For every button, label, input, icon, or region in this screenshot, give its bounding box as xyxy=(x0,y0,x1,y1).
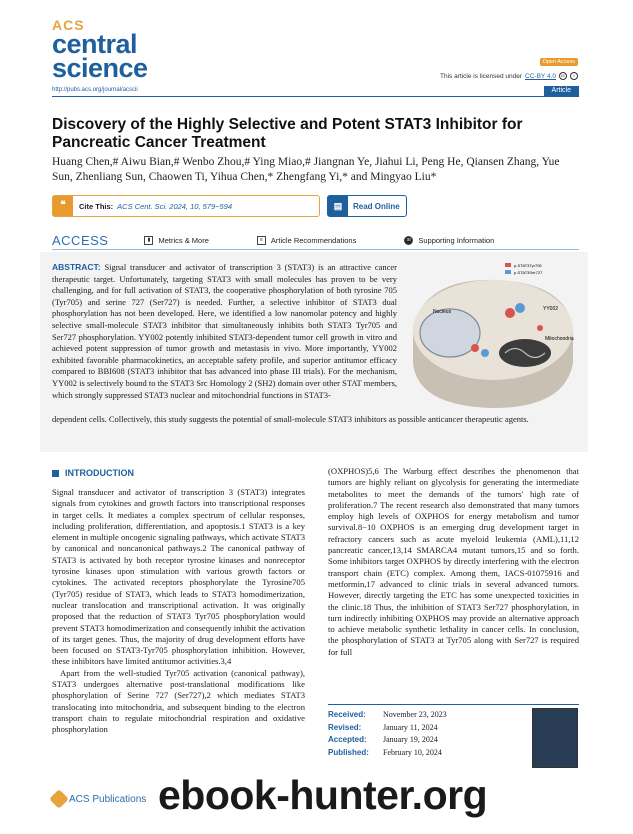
license-link[interactable]: CC-BY 4.0 xyxy=(525,72,556,80)
protein-dot-1 xyxy=(505,308,515,318)
metrics-label: Metrics & More xyxy=(158,236,209,245)
left-column xyxy=(52,487,305,736)
license-text: This article is licensed under xyxy=(440,72,523,80)
supporting-label: Supporting Information xyxy=(418,236,495,245)
publisher-name: ACS Publications xyxy=(69,793,147,805)
journal-url[interactable]: http://pubs.acs.org/journal/acscii xyxy=(52,87,138,93)
legend-swatch-1 xyxy=(505,263,511,267)
protein-dot-4 xyxy=(481,349,489,357)
article-title: Discovery of the Highly Selective and Potent STAT3 Inhibitor for Pancreatic Cancer Treatment xyxy=(52,116,523,151)
journal-cover-thumbnail[interactable] xyxy=(532,708,578,768)
metrics-link[interactable] xyxy=(144,236,208,245)
acs-hex-icon xyxy=(49,789,69,809)
recommendations-link[interactable] xyxy=(257,236,356,245)
read-online-label: Read Online xyxy=(353,201,400,211)
nucleus-shape xyxy=(420,309,480,357)
quote-icon: ❝ xyxy=(53,196,73,216)
cc-icon: cc xyxy=(560,73,566,78)
heading-square-icon xyxy=(52,470,59,477)
nucleus-label: Nucleus xyxy=(433,309,452,315)
protein-dot-3 xyxy=(471,344,479,352)
abstract-text-continued: dependent cells. Collectively, this study suggests the potential of small-molecule STAT3 inhibitors as possible anticancer therapeutic agents. xyxy=(52,414,529,424)
introduction-heading-text: INTRODUCTION xyxy=(65,468,134,478)
watermark: ebook-hunter.org xyxy=(158,772,488,818)
intro-paragraph-1: Signal transducer and activator of transcription 3 (STAT3) integrates signals from cytokines and growth factors into transcriptional responses in target cells. It mediates a complex spectrum of cellular responses, including proliferation, differentiation, and apoptosis.1 STAT3 is a key element in multiple oncogenic signaling pathways, which activate STAT3 by canonical and noncanonical pathways.2 The canonical pathway of STAT3 is activated by both receptor tyrosine kinases and nonreceptor tyrosine kinases upon stimulation with various growth factors or cytokines. The activated receptors phosphorylate the Tyrosine705 (Tyr705) residue of STAT3, which leads to STAT3 homodimerization, nuclear translocation and transcriptional activation. It was originally proposed that the reduction of STAT3 Tyr705 phosphorylation would prevent STAT3 homodimerization and consequently inhibit the activation of its target genes. Thus, the majority of drug development efforts have been focused on STAT3-Tyr705 phosphorylation inhibition. However, these inhibitors have limited antitumor activities.3,4 xyxy=(52,487,306,667)
access-bar xyxy=(52,232,579,250)
mito-label: Mitochondria xyxy=(545,336,574,342)
cite-reference: ACS Cent. Sci. 2024, 10, 579−594 xyxy=(117,201,233,211)
book-icon: ▤ xyxy=(328,196,348,216)
logo-central: central xyxy=(52,29,138,59)
open-access-badge: Open Access xyxy=(540,58,578,66)
supporting-info-link[interactable] xyxy=(404,236,494,245)
cite-label: Cite This: xyxy=(79,201,114,211)
introduction-heading xyxy=(52,468,134,478)
recommendations-label: Article Recommendations xyxy=(270,236,357,245)
si-icon: si xyxy=(404,236,413,245)
toc-graphic xyxy=(405,258,580,413)
right-column xyxy=(328,466,579,658)
cite-box[interactable] xyxy=(52,195,320,217)
article-icon: ≡ xyxy=(257,236,266,245)
journal-logo xyxy=(52,17,148,84)
drug-label: YY002 xyxy=(543,306,559,312)
acs-publications-logo[interactable] xyxy=(52,792,146,806)
legend-label-2: p-STAT3Ser727 xyxy=(514,270,543,275)
license-line xyxy=(440,72,578,80)
abstract-text xyxy=(52,262,397,401)
date-received: Received: November 23, 2023 xyxy=(328,710,447,719)
url-bar xyxy=(52,86,579,97)
logo-acs: ACS xyxy=(52,17,85,33)
legend-swatch-2 xyxy=(505,270,511,274)
author-list: Huang Chen,# Aiwu Bian,# Wenbo Zhou,# Ying Miao,# Jiangnan Ye, Jiahui Li, Peng He, Qiansen Zhang, Yue Sun, Zhenliang Sun, Chaowen Ti, Yihua Chen,* Zhengfang Yi,* and Mingyao Liu* xyxy=(52,156,560,183)
logo-science: science xyxy=(52,53,148,84)
intro-paragraph-3: (OXPHOS)5,6 The Warburg effect describes the phenomenon that tumors are highly reliant on glycolysis for generating the intermediate metabolites to meet the demands of the tumors' high rate of proliferation.7 The recent research also demonstrated that many tumors employ high levels of OXPHOS for energy metabolism and tumor survival.8−10 OXPHOS is an emerging drug development target in refractory cancers such as acute myeloid leukemia (AML),11,12 pancreatic cancer,13,14 SMARCA4 mutant tumors,15 and so forth. Some inhibitors target OXPHOS by directly interfering with the electron transport chain (ETC) complex. Among them, IACS-01075916 and metformin,17 advanced to clinic trials in several advanced tumors. However, directly targeting the ETC has some unexpected toxicities in the clinic.18 Thus, the inhibition of STAT3 Ser727 phosphorylation, in turn indirectly inhibiting OXPHOS may provide an alternative approach to achieve metabolic synthetic lethality in cancer cells. In conclusion, the phosphorylation of STAT3 at Tyr705 along with Ser727 is required for full xyxy=(328,466,579,657)
abstract-body-1: Signal transducer and activator of transcription 3 (STAT3) is an attractive cancer therapeutic target. Unfortunately, targeting STAT3 with small molecules has proven to be very challenging, and for full activation of STAT3, the cooperative phosphorylation of both tyrosine 705 (Tyr705) and serine 727 (Ser727) is needed. Further, a selective inhibitor of STAT3 dual phosphorylation has not been developed. Here, we identified a low nanomolar potency and highly selective small-molecule STAT3 inhibitor that simultaneously inhibits both STAT3 Tyr705 and Ser727 phosphorylation. YY002 potently inhibited STAT3-dependent tumor cell growth in vitro and achieved potent suppression of tumor growth and metastasis in vivo. More importantly, YY002 exhibited favorable pharmacokinetics, an acceptable safety profile, and superior antitumor efficacy compared to BBI608 (STAT3 inhibitor that has advanced into phase III trials). For the mechanism, YY002 is selectively bound to the STAT3 Src Homology 2 (SH2) domain over other STAT members, which strongly suppressed STAT3 nuclear and mitochondrial functions in STAT3- xyxy=(52,262,397,400)
date-accepted: Accepted: January 19, 2024 xyxy=(328,735,438,744)
legend-label-1: p-STAT3Tyr705 xyxy=(514,263,542,268)
access-label: ACCESS xyxy=(52,233,109,248)
date-revised: Revised: January 11, 2024 xyxy=(328,722,438,732)
read-online-button[interactable] xyxy=(327,195,407,217)
protein-dot-2 xyxy=(515,303,525,313)
intro-paragraph-2: Apart from the well-studied Tyr705 activation (canonical pathway), STAT3 undergoes alternative post-translational modifications like phosphorylation of Serine 727 (Ser727),2 which mediates STAT3 translocating into mitochondria, and subsequent binding to the electron transport chain to regulate mitochondrial respiration and oxidative phosphorylation xyxy=(52,667,305,735)
protein-dot-5 xyxy=(537,325,543,331)
by-icon: i xyxy=(570,72,578,80)
article-type-badge: Article xyxy=(544,86,579,97)
abstract-label: ABSTRACT: xyxy=(52,262,101,272)
date-published: Published: February 10, 2024 xyxy=(328,747,442,757)
bar-chart-icon: ▮ xyxy=(144,236,153,245)
